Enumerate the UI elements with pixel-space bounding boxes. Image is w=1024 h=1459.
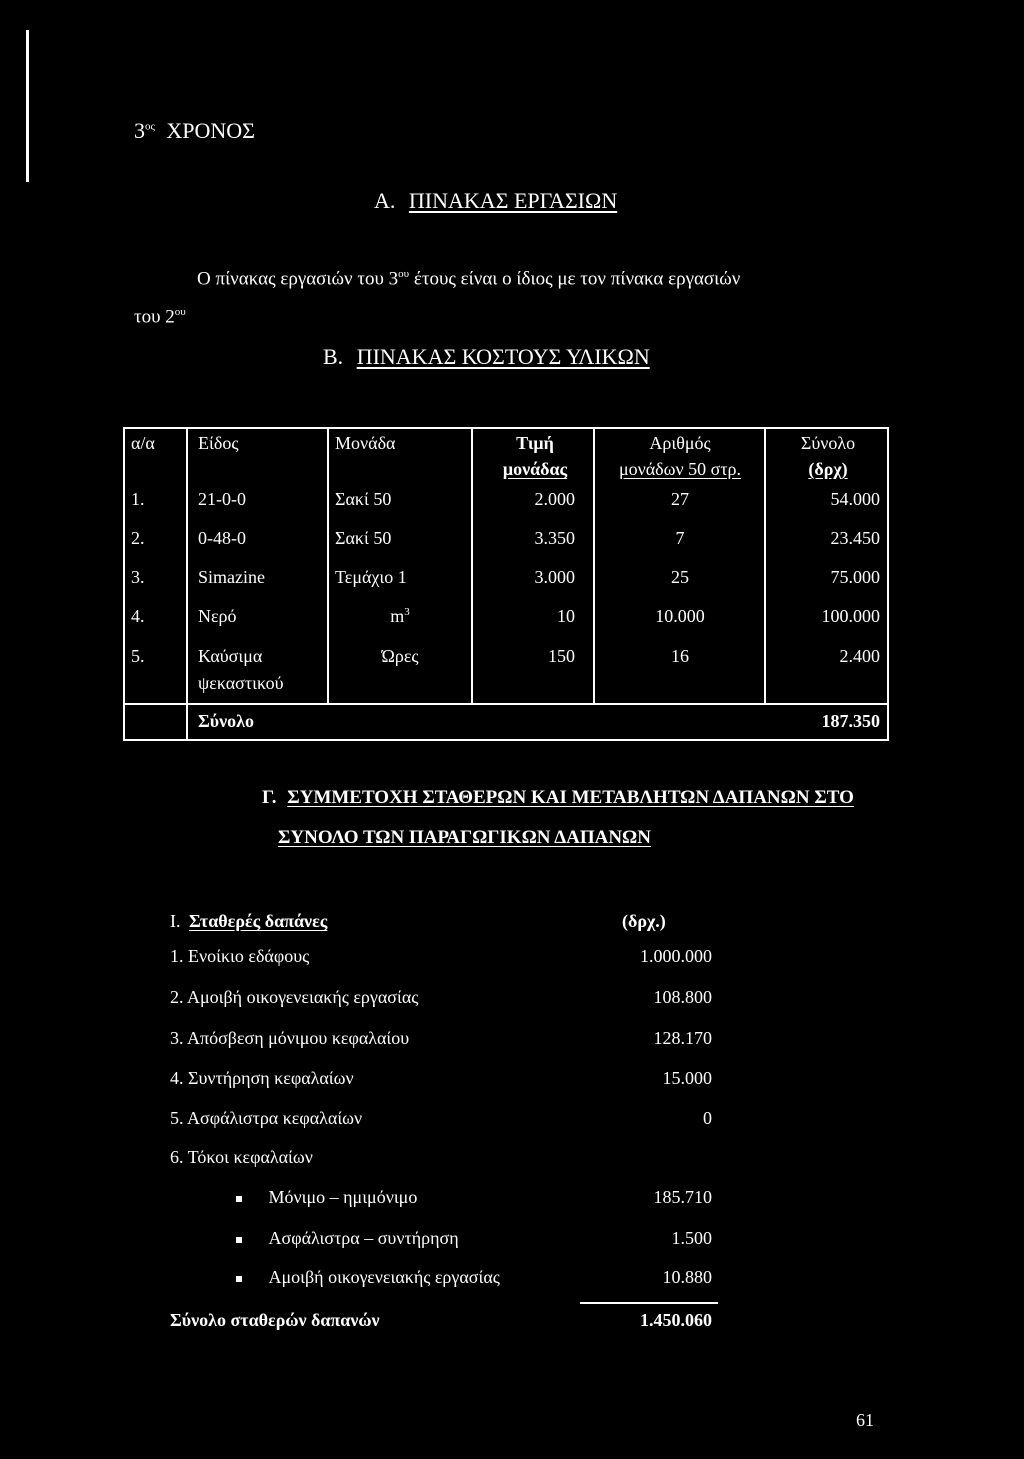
table-divider [471,427,473,703]
table-cell-total: 75.000 [830,567,880,587]
year-heading-text: ΧΡΟΝΟΣ [166,118,255,143]
table-cell-total: 23.450 [830,528,880,548]
list-item-value: 128.170 [653,1028,712,1048]
materials-table [123,427,889,741]
intro-sup-2: ου [174,306,186,318]
list-item-value: 0 [703,1108,712,1128]
header-count: Αριθμός [649,433,711,453]
table-cell-item: Καύσιμα [198,646,263,666]
header-total: Σύνολο [800,433,856,453]
page-number: 61 [856,1410,874,1430]
table-border-left [123,427,125,741]
table-cell-price: 2.000 [534,489,575,509]
list-item-value: 108.800 [653,987,712,1007]
section-c-title-line-2: ΣΥΝΟΛΟ ΤΩΝ ΠΑΡΑΓΩΓΙΚΩΝ ΔΑΠΑΝΩΝ [278,827,651,848]
list-item-value: 15.000 [662,1068,712,1088]
table-cell-unit: Σακί 50 [335,489,392,509]
table-border-top [123,427,889,429]
table-cell-total: 100.000 [821,606,880,626]
header-item: Είδος [198,433,239,453]
unit-superscript: 3 [404,606,410,618]
sub-list-item-value: 1.500 [671,1228,712,1248]
table-cell-item: Simazine [198,567,265,587]
table-cell-price: 10 [557,606,575,626]
section-a-prefix: Α. [374,188,396,213]
table-cell-count: 16 [671,646,689,666]
fixed-costs-prefix: Ι. [170,911,181,931]
list-item-label: 3. Απόσβεση μόνιμου κεφαλαίου [170,1028,410,1048]
list-item-label: 5. Ασφάλιστρα κεφαλαίων [170,1108,363,1128]
section-b-prefix: Β. [323,344,344,369]
header-count-2: μονάδων 50 στρ. [618,459,742,479]
list-item-label: 2. Αμοιβή οικογενειακής εργασίας [170,987,419,1007]
materials-total-label: Σύνολο [198,711,254,731]
intro-line-2 [134,306,186,328]
currency-label: (δρχ.) [622,911,666,931]
section-c-title-line-1: ΣΥΜΜΕΤΟΧΗ ΣΤΑΘΕΡΩΝ ΚΑΙ ΜΕΤΑΒΛΗΤΩΝ ΔΑΠΑΝΩΝ ΣΤΟ [287,787,854,808]
header-price: Τιμή [516,433,554,453]
section-c-heading [262,787,854,809]
section-b-title: ΠΙΝΑΚΑΣ ΚΟΣΤΟΥΣ ΥΛΙΚΩΝ [356,344,650,369]
table-cell-price: 3.350 [534,528,575,548]
table-cell-unit: Ώρες [381,646,419,666]
sub-list-item-value: 185.710 [653,1187,712,1207]
table-cell-count: 27 [671,489,689,509]
sum-rule [580,1302,718,1304]
sub-list-item-value: 10.880 [662,1267,712,1287]
intro-text-a: Ο πίνακας εργασιών του 3 [197,268,399,290]
table-cell-count: 7 [675,528,685,548]
table-border-bottom [123,739,889,741]
table-cell-unit: Τεμάχιο 1 [335,567,407,587]
table-cell-unit [329,606,471,627]
sub-list-item-label: Μόνιμο – ημιμόνιμο [268,1187,418,1207]
margin-bar [26,30,29,182]
table-cell-item: 0-48-0 [198,528,246,548]
list-item-value: 1.000.000 [640,946,712,966]
table-cell-price: 3.000 [534,567,575,587]
fixed-costs-total-label: Σύνολο σταθερών δαπανών [170,1310,380,1330]
table-cell-no: 2. [131,528,145,548]
list-item-label: 4. Συντήρηση κεφαλαίων [170,1068,354,1088]
table-cell-no: 3. [131,567,145,587]
header-price-2: μονάδας [502,459,568,479]
intro-text-b: έτους είναι ο ίδιος με τον πίνακα εργασιών [409,268,741,290]
table-divider [186,427,188,741]
list-item-label: 1. Ενοίκιο εδάφους [170,946,310,966]
table-total-line [123,703,889,705]
table-cell-count: 25 [671,567,689,587]
bullet-icon [236,1237,242,1243]
table-cell-item: 21-0-0 [198,489,246,509]
sub-list-item [236,1187,417,1208]
table-cell-total: 2.400 [839,646,880,666]
bullet-icon [236,1196,242,1202]
year-heading [134,118,255,144]
fixed-costs-heading [170,911,327,932]
section-b-heading [323,344,650,370]
sub-list-item [236,1228,459,1249]
table-cell-no: 5. [131,646,145,666]
fixed-costs-title: Σταθερές δαπάνες [189,911,328,931]
intro-line-1 [197,268,740,290]
section-a-title: ΠΙΝΑΚΑΣ ΕΡΓΑΣΙΩΝ [408,188,618,213]
bullet-icon [236,1276,242,1282]
fixed-costs-total-value: 1.450.060 [640,1310,712,1330]
table-cell-count: 10.000 [655,606,705,626]
header-total-2: (δρχ) [808,459,848,479]
unit-text: m [390,606,405,626]
header-no: α/α [131,433,155,453]
table-cell-total: 54.000 [830,489,880,509]
year-number: 3 [134,118,145,143]
section-a-heading [374,188,617,214]
table-cell-no: 4. [131,606,145,626]
table-cell-unit: Σακί 50 [335,528,392,548]
sub-list-item-label: Αμοιβή οικογενειακής εργασίας [268,1267,500,1287]
intro-text-c: του 2 [134,306,175,328]
year-ordinal: ος [145,120,155,133]
materials-total-value: 187.350 [821,711,880,731]
list-item-label: 6. Τόκοι κεφαλαίων [170,1147,313,1167]
table-cell-no: 1. [131,489,145,509]
header-unit: Μονάδα [335,433,396,453]
section-c-prefix: Γ. [262,787,277,808]
sub-list-item-label: Ασφάλιστρα – συντήρηση [268,1228,459,1248]
intro-sup-1: ου [398,268,410,280]
table-cell-item: Νερό [198,606,237,626]
table-cell-item-line2: ψεκαστικού [198,673,284,693]
sub-list-item [236,1267,500,1288]
table-cell-price: 150 [548,646,575,666]
